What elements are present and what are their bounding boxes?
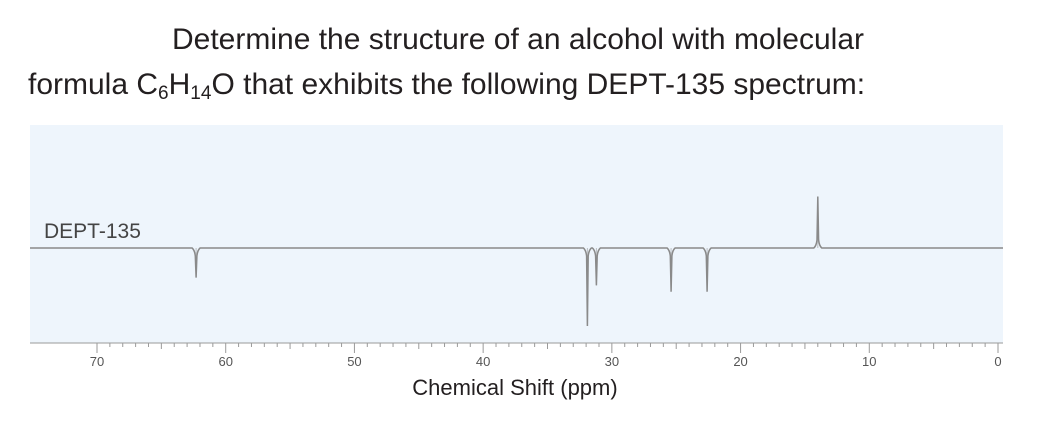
x-tick-label: 30 [604, 354, 620, 369]
formula-subscript-h: 14 [190, 83, 212, 104]
question-line-1: Determine the structure of an alcohol with molecular [172, 23, 864, 56]
x-axis-ticks [90, 343, 1002, 369]
spectrum-panel-background [30, 125, 1003, 343]
x-tick-label: 0 [994, 354, 1002, 369]
x-tick-label: 10 [862, 354, 877, 369]
x-tick-label: 60 [218, 354, 233, 369]
formula-h: H [168, 68, 191, 101]
x-tick-label: 40 [475, 354, 491, 369]
x-tick-label: 70 [89, 354, 105, 369]
x-axis [30, 343, 1003, 369]
formula-subscript-c: 6 [158, 83, 169, 104]
x-tick-label: 20 [733, 354, 748, 369]
x-axis-title: Chemical Shift (ppm) [412, 375, 618, 400]
spectrum-label: DEPT-135 [44, 220, 141, 243]
question-suffix: O that exhibits the following DEPT-135 spectrum: [211, 68, 866, 101]
question-formula-prefix: formula C [28, 68, 159, 101]
x-tick-label: 50 [347, 354, 362, 369]
